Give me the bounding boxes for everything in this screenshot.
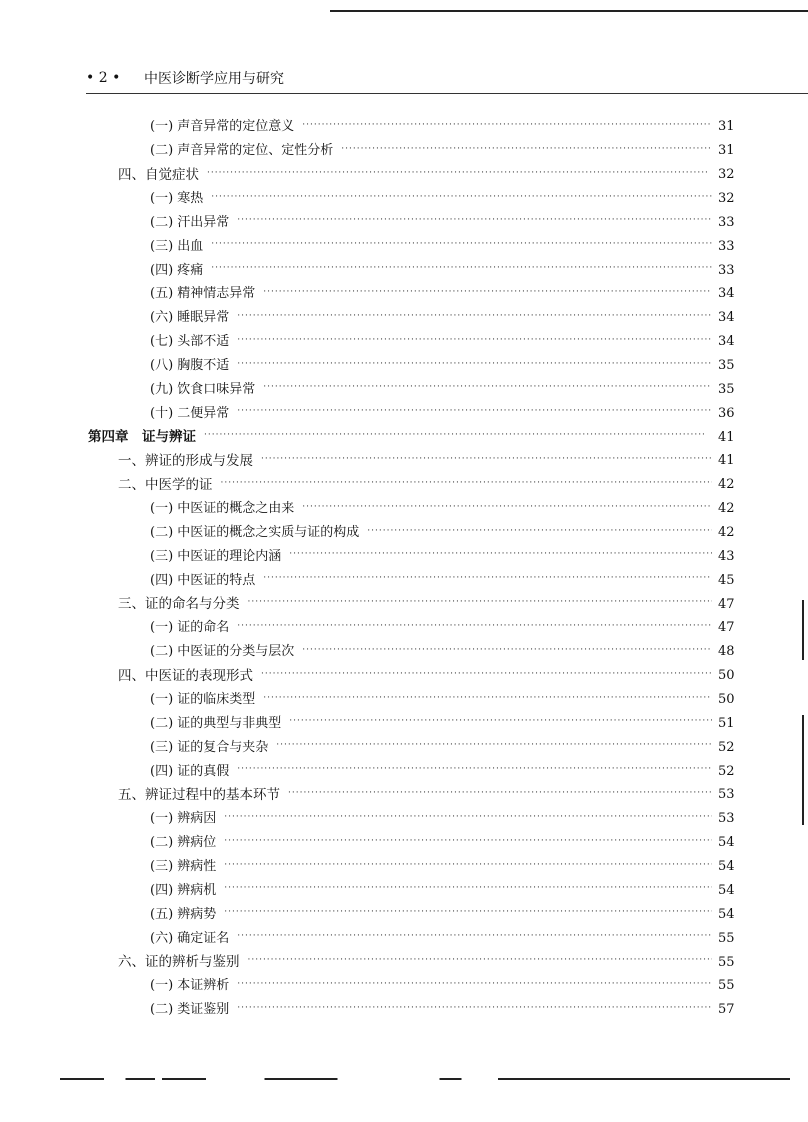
toc-section-entry[interactable] [0, 948, 808, 972]
entry-label: (九) 饮食口味异常 [150, 381, 256, 397]
toc-subsection-entry[interactable] [0, 805, 808, 829]
dot-leader [237, 764, 712, 774]
dot-leader [248, 597, 713, 607]
entry-page-number: 51 [718, 715, 735, 731]
entry-page-number: 32 [718, 167, 735, 183]
dot-leader [207, 168, 712, 178]
entry-label: (二) 声音异常的定位、定性分析 [150, 143, 334, 159]
toc-subsection-entry[interactable] [0, 709, 808, 733]
dot-leader [261, 454, 712, 464]
entry-label: (四) 辨病机 [150, 882, 217, 898]
entry-page-number: 47 [718, 620, 735, 636]
entry-label: (三) 出血 [150, 238, 204, 254]
dot-leader [263, 693, 712, 703]
dot-leader [221, 478, 713, 488]
entry-page-number: 41 [718, 429, 735, 445]
dot-leader [263, 573, 712, 583]
entry-page-number: 43 [718, 548, 735, 564]
scan-top-edge-line [330, 10, 808, 12]
toc-subsection-entry[interactable] [0, 399, 808, 423]
toc-subsection-entry[interactable] [0, 113, 808, 137]
entry-label: (一) 证的命名 [150, 620, 230, 636]
entry-label: (七) 头部不适 [150, 334, 230, 350]
dot-leader [237, 215, 712, 225]
entry-page-number: 47 [718, 596, 735, 612]
scan-edge-mark [802, 715, 804, 825]
toc-section-entry[interactable] [0, 590, 808, 614]
entry-label: (三) 证的复合与夹杂 [150, 739, 269, 755]
dot-leader [276, 740, 712, 750]
entry-page-number: 50 [718, 668, 735, 684]
toc-subsection-entry[interactable] [0, 829, 808, 853]
toc-subsection-entry[interactable] [0, 256, 808, 280]
dot-leader [261, 669, 712, 679]
toc-subsection-entry[interactable] [0, 757, 808, 781]
dot-leader [204, 430, 712, 440]
dot-leader [302, 120, 712, 130]
dot-leader [237, 1003, 712, 1013]
entry-label: (六) 确定证名 [150, 930, 230, 946]
entry-page-number: 50 [718, 692, 735, 708]
entry-page-number: 32 [718, 191, 735, 206]
toc-section-entry[interactable] [0, 662, 808, 686]
entry-label: (三) 辨病性 [150, 859, 217, 875]
toc-subsection-entry[interactable] [0, 232, 808, 256]
dot-leader [302, 645, 712, 655]
dot-leader [289, 716, 712, 726]
entry-page-number: 54 [718, 882, 735, 898]
entry-label: (一) 寒热 [150, 191, 204, 206]
toc-subsection-entry[interactable] [0, 137, 808, 161]
toc-subsection-entry[interactable] [0, 733, 808, 757]
dot-leader [237, 931, 712, 941]
entry-label: (二) 汗出异常 [150, 214, 230, 230]
entry-page-number: 42 [718, 525, 735, 541]
entry-page-number: 33 [718, 238, 735, 254]
entry-page-number: 34 [718, 286, 735, 302]
entry-label: (六) 睡眠异常 [150, 310, 230, 326]
dot-leader [237, 979, 712, 989]
entry-label: (四) 中医证的特点 [150, 572, 256, 588]
entry-page-number: 48 [718, 644, 735, 660]
table-of-contents [0, 113, 808, 1020]
dot-leader [224, 860, 712, 870]
running-header [86, 68, 284, 88]
scan-bottom-edge-line [60, 1078, 790, 1080]
toc-chapter-entry[interactable] [0, 423, 808, 447]
toc-section-entry[interactable] [0, 781, 808, 805]
toc-subsection-entry[interactable] [0, 185, 808, 209]
entry-label: 五、辨证过程中的基本环节 [118, 786, 280, 803]
dot-leader [367, 526, 712, 536]
entry-label: (八) 胸腹不适 [150, 358, 230, 374]
toc-subsection-entry[interactable] [0, 352, 808, 376]
toc-subsection-entry[interactable] [0, 542, 808, 566]
entry-label: (五) 精神情志异常 [150, 286, 256, 302]
dot-leader [248, 955, 713, 965]
entry-page-number: 42 [718, 501, 735, 517]
entry-label: (二) 辨病位 [150, 835, 217, 851]
entry-page-number: 36 [718, 405, 735, 421]
entry-page-number: 53 [718, 811, 735, 827]
book-title: 中医诊断学应用与研究 [144, 71, 284, 87]
toc-subsection-entry[interactable] [0, 686, 808, 710]
entry-page-number: 33 [718, 262, 735, 278]
entry-label: (二) 中医证的分类与层次 [150, 644, 295, 660]
scan-edge-mark [802, 600, 804, 660]
toc-subsection-entry[interactable] [0, 519, 808, 543]
entry-label: 四、中医证的表现形式 [118, 667, 253, 684]
page-number: • 2 • [86, 70, 121, 86]
toc-subsection-entry[interactable] [0, 208, 808, 232]
entry-label: (一) 辨病因 [150, 811, 217, 827]
toc-subsection-entry[interactable] [0, 495, 808, 519]
entry-page-number: 34 [718, 334, 735, 350]
entry-page-number: 35 [718, 358, 735, 374]
entry-label: 一、辨证的形成与发展 [118, 452, 253, 469]
toc-subsection-entry[interactable] [0, 328, 808, 352]
entry-label: (一) 证的临床类型 [150, 692, 256, 708]
toc-subsection-entry[interactable] [0, 280, 808, 304]
entry-page-number: 54 [718, 859, 735, 875]
entry-page-number: 55 [718, 978, 735, 994]
entry-label: 第四章 证与辨证 [88, 429, 196, 446]
entry-label: (二) 中医证的概念之实质与证的构成 [150, 525, 360, 541]
entry-label: 六、证的辨析与鉴别 [118, 954, 240, 970]
toc-subsection-entry[interactable] [0, 614, 808, 638]
entry-label: (四) 疼痛 [150, 262, 204, 278]
entry-page-number: 54 [718, 835, 735, 851]
entry-page-number: 45 [718, 572, 735, 588]
entry-label: (一) 声音异常的定位意义 [150, 119, 295, 135]
toc-subsection-entry[interactable] [0, 375, 808, 399]
toc-section-entry[interactable] [0, 161, 808, 185]
toc-section-entry[interactable] [0, 471, 808, 495]
toc-subsection-entry[interactable] [0, 304, 808, 328]
toc-subsection-entry[interactable] [0, 996, 808, 1020]
dot-leader [224, 836, 712, 846]
dot-leader [288, 788, 712, 798]
entry-label: (二) 证的典型与非典型 [150, 715, 282, 731]
entry-label: 四、自觉症状 [118, 166, 199, 183]
entry-page-number: 33 [718, 214, 735, 230]
toc-subsection-entry[interactable] [0, 900, 808, 924]
toc-section-entry[interactable] [0, 447, 808, 471]
entry-label: 三、证的命名与分类 [118, 596, 240, 613]
toc-subsection-entry[interactable] [0, 853, 808, 877]
entry-page-number: 52 [718, 739, 735, 755]
dot-leader [237, 311, 712, 321]
entry-page-number: 55 [718, 930, 735, 946]
entry-label: (三) 中医证的理论内涵 [150, 548, 282, 564]
dot-leader [237, 406, 712, 416]
dot-leader [289, 549, 712, 559]
entry-page-number: 34 [718, 310, 735, 326]
entry-label: (一) 中医证的概念之由来 [150, 501, 295, 517]
dot-leader [211, 239, 712, 249]
toc-subsection-entry[interactable] [0, 924, 808, 948]
dot-leader [211, 192, 712, 202]
entry-page-number: 53 [718, 787, 735, 803]
dot-leader [302, 502, 712, 512]
dot-leader [211, 263, 712, 273]
entry-page-number: 31 [718, 143, 735, 159]
dot-leader [224, 907, 712, 917]
entry-page-number: 52 [718, 763, 735, 779]
toc-subsection-entry[interactable] [0, 877, 808, 901]
entry-label: (十) 二便异常 [150, 405, 230, 421]
entry-page-number: 55 [718, 954, 735, 970]
entry-label: (五) 辨病势 [150, 906, 217, 922]
entry-page-number: 35 [718, 381, 735, 397]
entry-label: (二) 类证鉴别 [150, 1002, 230, 1018]
toc-subsection-entry[interactable] [0, 972, 808, 996]
entry-page-number: 41 [718, 453, 735, 469]
entry-page-number: 57 [718, 1002, 735, 1018]
entry-label: (一) 本证辨析 [150, 978, 230, 994]
entry-label: (四) 证的真假 [150, 763, 230, 779]
entry-page-number: 42 [718, 477, 735, 493]
toc-subsection-entry[interactable] [0, 566, 808, 590]
dot-leader [263, 287, 712, 297]
entry-page-number: 31 [718, 119, 735, 135]
toc-subsection-entry[interactable] [0, 638, 808, 662]
dot-leader [237, 359, 712, 369]
dot-leader [263, 382, 712, 392]
entry-page-number: 54 [718, 906, 735, 922]
dot-leader [224, 812, 712, 822]
dot-leader [224, 883, 712, 893]
dot-leader [237, 335, 712, 345]
entry-label: 二、中医学的证 [118, 476, 213, 493]
dot-leader [237, 621, 712, 631]
header-rule [86, 93, 808, 94]
dot-leader [341, 144, 712, 154]
